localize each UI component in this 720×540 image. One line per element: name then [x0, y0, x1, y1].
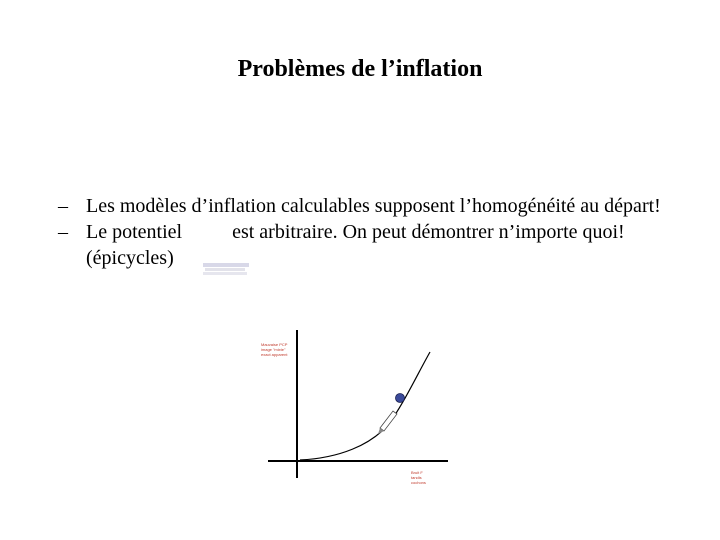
bullet-dash: –: [58, 221, 68, 243]
bullet-dash: –: [58, 195, 68, 217]
potential-curve: [300, 352, 430, 460]
top-axis-label: [261, 342, 287, 357]
bottom-label-line: Bruit F: [411, 470, 423, 475]
slide-title: Problèmes de l’inflation: [237, 56, 483, 82]
top-label-line: exact apparent: [261, 352, 288, 357]
top-label-line: Mauvaise PCP: [261, 342, 288, 347]
bottom-label-line: cochons: [411, 480, 426, 485]
bullet-text: Le potentiel est arbitraire. On peut démontrer n’importe quoi! (épicycles): [86, 221, 630, 269]
top-label-line: image "mixte": [261, 347, 286, 352]
pencil-icon: [378, 411, 397, 434]
inflaton-ball: [396, 394, 405, 403]
bullet-text: Les modèles d’inflation calculables supposent l’homogénéité au départ!: [86, 195, 661, 217]
bottom-axis-label: [411, 470, 426, 485]
bottom-label-line: tandis: [411, 475, 422, 480]
